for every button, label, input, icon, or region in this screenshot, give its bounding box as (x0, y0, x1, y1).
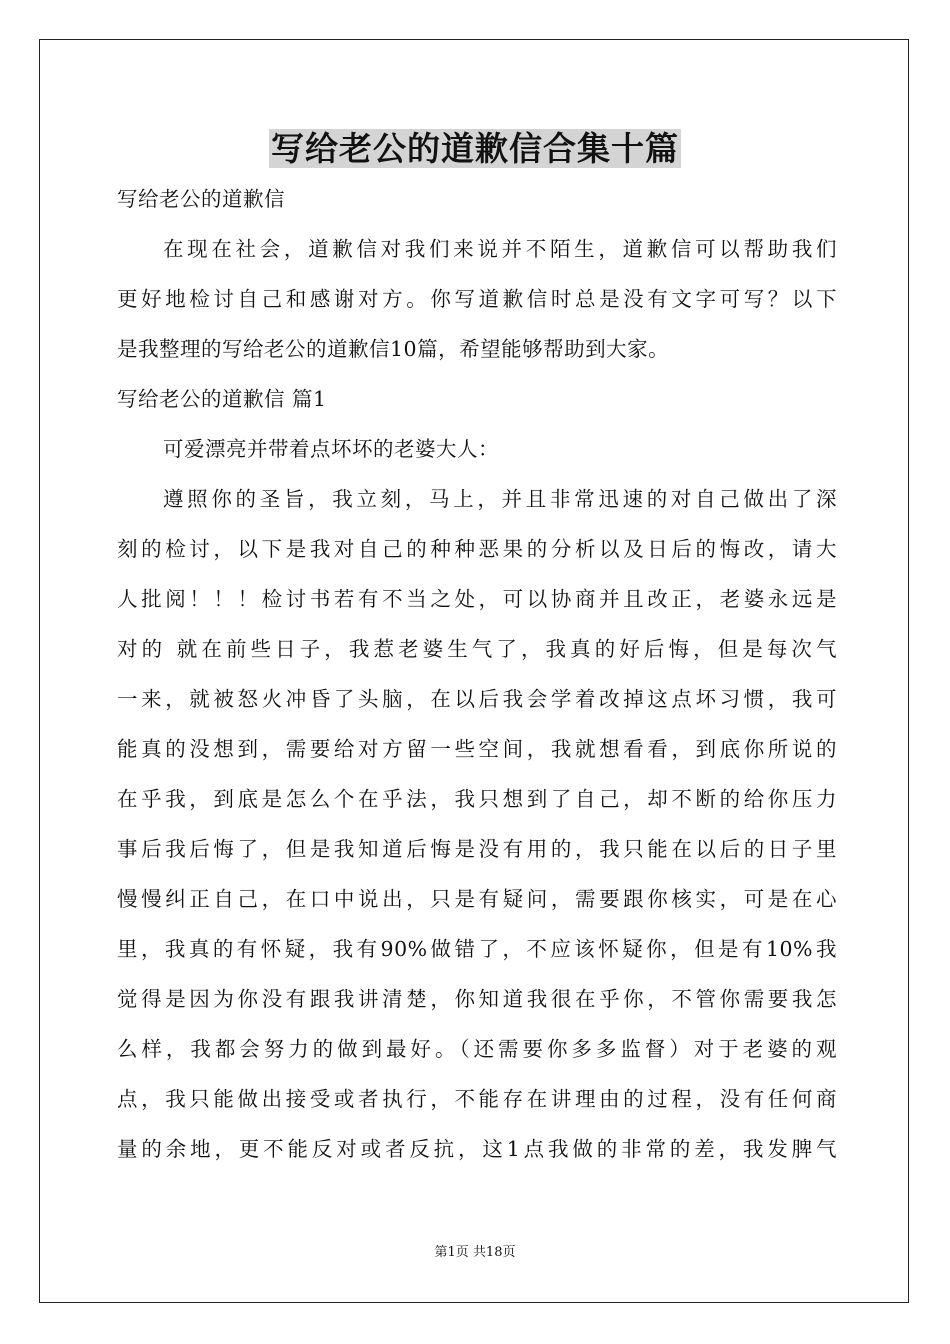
salutation: 可爱漂亮并带着点坏坏的老婆大人： (163, 437, 499, 461)
body-line: 量的余地，更不能反对或者反抗，这1点我做的非常的差，我发脾气 (117, 1137, 837, 1161)
body-line: 里，我真的有怀疑，我有90%做错了，不应该怀疑你，但是有10%我 (117, 937, 837, 961)
body-line: 么样，我都会努力的做到最好。（还需要你多多监督）对于老婆的观 (117, 1037, 837, 1061)
body-line: 能真的没想到，需要给对方留一些空间，我就想看看，到底你所说的 (117, 737, 837, 761)
body-line: 事后我后悔了，但是我知道后悔是没有用的，我只能在以后的日子里 (117, 837, 837, 861)
body-line: 一来，就被怒火冲昏了头脑，在以后我会学着改掉这点坏习惯，我可 (117, 687, 837, 711)
page-number-footer: 第1页 共18页 (434, 1245, 516, 1260)
body-line: 在乎我，到底是怎么个在乎法，我只想到了自己，却不断的给你压力 (117, 787, 837, 811)
body-line: 遵照你的圣旨，我立刻，马上，并且非常迅速的对自己做出了深 (163, 487, 837, 511)
body-line: 对的 就在前些日子，我惹老婆生气了，我真的好后悔，但是每次气 (117, 637, 837, 661)
body-line: 觉得是因为你没有跟我讲清楚，你知道我很在乎你，不管你需要我怎 (117, 987, 837, 1011)
intro-line: 更好地检讨自己和感谢对方。你写道歉信时总是没有文字可写？以下 (117, 287, 837, 311)
intro-line: 在现在社会，道歉信对我们来说并不陌生，道歉信可以帮助我们 (163, 237, 837, 261)
document-title: 写给老公的道歉信合集十篇 (271, 129, 679, 168)
body-line: 人批阅！！！检讨书若有不当之处，可以协商并且改正，老婆永远是 (117, 587, 837, 611)
article-heading: 写给老公的道歉信 篇1 (117, 387, 327, 411)
body-line: 慢慢纠正自己，在口中说出，只是有疑问，需要跟你核实，可是在心 (117, 887, 837, 911)
section-heading: 写给老公的道歉信 (117, 187, 285, 211)
intro-line: 是我整理的写给老公的道歉信10篇，希望能够帮助到大家。 (117, 337, 670, 361)
body-line: 刻的检讨，以下是我对自己的种种恶果的分析以及日后的悔改，请大 (117, 537, 837, 561)
body-line: 点，我只能做出接受或者执行，不能存在讲理由的过程，没有任何商 (117, 1087, 837, 1111)
